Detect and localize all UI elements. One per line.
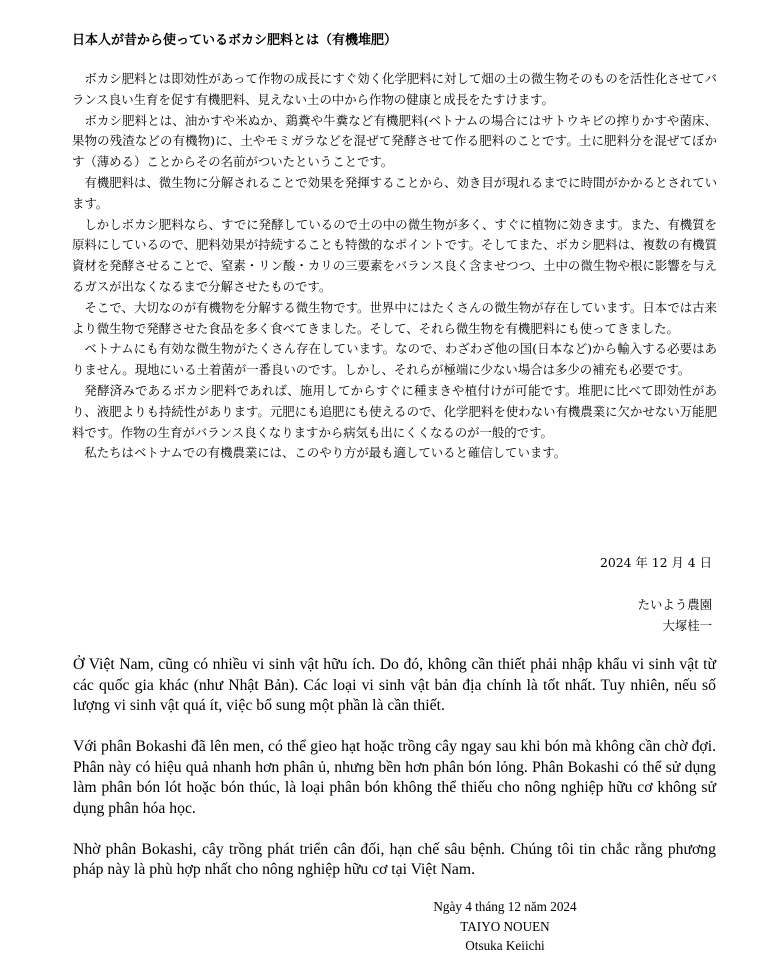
japanese-paragraph-6: ベトナムにも有効な微生物がたくさん存在しています。なので、わざわざ他の国(日本など)から輸入する必要はありません。現地にいる土着菌が一番良いのです。しかし、それらが極端に少ない場合は多少の補充も必要です。: [72, 341, 717, 378]
japanese-paragraph-8: 私たちはベトナムでの有機農業には、このやり方が最も適していると確信しています。: [84, 445, 567, 461]
japanese-paragraph-2: ボカシ肥料とは、油かすや米ぬか、鶏糞や牛糞など有機肥料(ベトナムの場合にはサトウキビの搾りかすや菌床、果物の残渣などの有機物)に、土やモミガラなどを混ぜて発酵させて作る肥料のことです。土に肥料分を混ぜてぼかす（薄める）ことからその名前がついたということです。: [72, 112, 717, 170]
vietnamese-paragraph-3: Nhờ phân Bokashi, cây trồng phát triển cân đối, hạn chế sâu bệnh. Chúng tôi tin chắc rằng phương pháp này là phù hợp nhất cho nông nghiệp hữu cơ tại Việt Nam.: [73, 840, 716, 878]
japanese-paragraph-1: ボカシ肥料とは即効性があって作物の成長にすぐ効く化学肥料に対して畑の土の微生物そのものを活性化させてバランス良い生育を促す有機肥料、見えない土の中から作物の健康と成長をたすけます。: [72, 71, 717, 107]
japanese-date: 2024 年 12 月 4 日: [599, 555, 712, 570]
vietnamese-author-name: Otsuka Keiichi: [465, 938, 545, 953]
vietnamese-paragraph-1: Ở Việt Nam, cũng có nhiều vi sinh vật hữu ích. Do đó, không cần thiết phải nhập khẩu vi sinh vật từ các quốc gia khác (như Nhật Bản). Các loại vi sinh vật bản địa chính là tốt nhất. Tuy nhiên, nếu số lượng vi sinh vật quá ít, việc bổ sung một phần là cần thiết.: [73, 656, 716, 714]
vietnamese-body: [73, 655, 716, 901]
japanese-signature: [638, 594, 712, 636]
japanese-paragraph-5: そこで、大切なのが有機物を分解する微生物です。世界中にはたくさんの微生物が存在しています。日本では古来より微生物で発酵させた食品を多く食べてきました。そして、それら微生物を有機肥料にも使ってきました。: [72, 299, 717, 336]
japanese-title: 日本人が昔から使っているボカシ肥料とは（有機堆肥）: [72, 33, 398, 48]
japanese-body: [72, 69, 717, 464]
japanese-paragraph-7: 発酵済みであるボカシ肥料であれば、施用してからすぐに種まきや植付けが可能です。堆肥に比べて即効性があり、液肥よりも持続性があります。元肥にも追肥にも使えるので、化学肥料を使わない有機農業に欠かせない万能肥料です。作物の生育がバランス良くなりますから病気も出にくくなるのが一般的です。: [72, 382, 717, 440]
vietnamese-signature: [380, 897, 630, 956]
vietnamese-date: Ngày 4 tháng 12 năm 2024: [433, 899, 577, 914]
vietnamese-farm-name: TAIYO NOUEN: [460, 918, 550, 934]
japanese-farm-name: たいよう農園: [637, 597, 712, 612]
japanese-author-name: 大塚桂一: [662, 618, 712, 633]
japanese-paragraph-3: 有機肥料は、微生物に分解されることで効果を発揮することから、効き目が現れるまでに時間がかかるとされています。: [72, 174, 717, 211]
vietnamese-paragraph-2: Với phân Bokashi đã lên men, có thể gieo hạt hoặc trồng cây ngay sau khi bón mà không cần chờ đợi. Phân này có hiệu quả nhanh hơn phân ủ, nhưng bền hơn phân bón lỏng. Phân Bokashi có thể sử dụng làm phân bón lót hoặc bón thúc, là loại phân bón không thể thiếu cho nông nghiệp hữu cơ không sử dụng phân hóa học.: [73, 738, 716, 817]
japanese-paragraph-4: しかしボカシ肥料なら、すでに発酵しているので土の中の微生物が多く、すぐに植物に効きます。また、有機質を原料にしているので、肥料効果が持続することも特徴的なポイントです。そしてまた、ボカシ肥料は、複数の有機質資材を発酵させることで、窒素・リン酸・カリの三要素をバランス良く含ませつつ、土中の微生物や根に影響を与えるガスが出なくなるまで分解させたものです。: [72, 216, 717, 294]
